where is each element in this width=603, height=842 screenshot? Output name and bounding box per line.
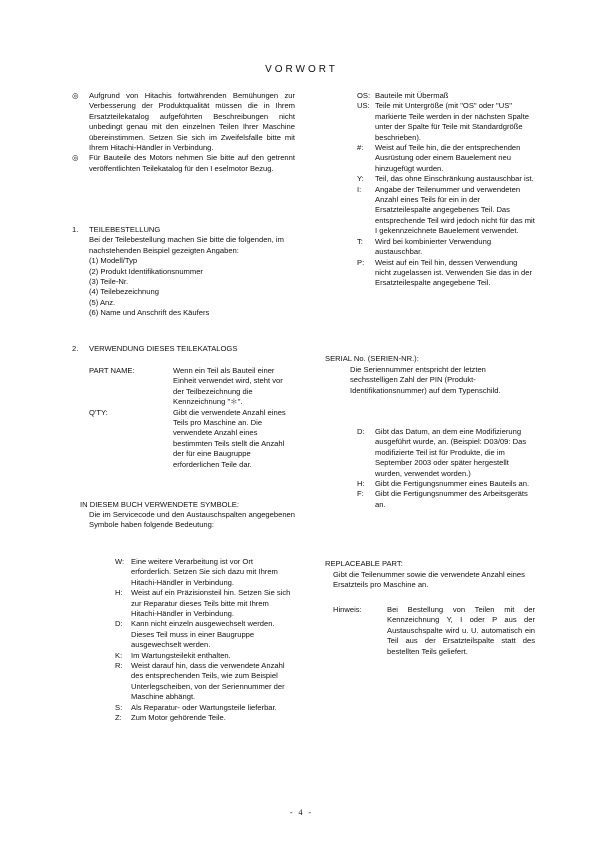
symbol-key: R: [115,661,123,671]
symbol-key: D: [115,619,123,629]
symbol-key: Z: [115,713,122,723]
bullet-icon: ◎ [72,91,79,100]
symbol-item [115,557,295,588]
replaceable-heading: REPLACEABLE PART: [325,559,403,568]
list-item: (2) Produkt Identifikationsnummer [89,266,203,276]
list-item: (3) Teile-Nr. [89,277,129,287]
page-title: VORWORT [265,64,338,75]
symbol-desc: Weist auf Teile hin, die der entsprechenden Ausrüstung oder einem Bauelement neu hinzugefügt wurden. [375,143,521,173]
symbol-item [357,174,535,184]
symbol-key: H: [115,588,123,598]
section-heading: VERWENDUNG DIESES TEILEKATALOGS [89,344,238,353]
symbol-key: US: [357,101,370,111]
symbol-item [115,661,295,703]
symbols-list [115,557,295,724]
symbols-list-continued [357,91,535,289]
symbol-desc: Weist auf ein Teil hin, dessen Verwendung nicht zugelassen ist. Verwenden Sie das in der Ersatzteilespalte angegebene Teil. [375,257,533,288]
definition-row [89,366,295,408]
intro-bullets [72,91,295,174]
serial-heading: SERIAL No. (SERIEN-NR.): [325,354,419,363]
list-item: (5) Anz. [89,297,116,307]
definition-row [89,408,295,470]
symbol-key: K: [115,650,123,660]
definition-desc: Wenn ein Teil als Bauteil einer Einheit verwendet wird, steht vor der Teilbezeichnung die Kennzeichnung "＊". [173,366,283,407]
symbol-desc: Weist auf ein Präzisionsteil hin. Setzen Sie sich zur Reparatur dieses Teils bitte mit Ihrem Hitachi-Händler in Verbindung. [131,588,291,619]
serial-item [357,479,535,489]
symbol-item [115,588,295,619]
symbol-desc: Kann nicht einzeln ausgewechselt werden. Dieses Teil muss in einer Baugruppe ausgewechselt werden. [131,619,275,650]
definition-desc: Gibt die verwendete Anzahl eines Teils pro Maschine an. Die verwendete Anzahl eines bestimmten Teils stellt die Anzahl der für eine Baugruppe erforderlichen Teile dar. [173,407,286,469]
symbol-desc: Teile mit Untergröße (mit "OS" oder "US" markierte Teile werden in der nächsten Spalte unter der Spalte für Teile mit Standardgröße beschrieben). [375,101,529,142]
list-item: (6) Name und Anschrift des Käufers [89,308,210,318]
symbol-desc: Angabe der Teilenummer und verwendeten Anzahl eines Teils für ein in der Ersatzteilespalte angegebenes Teil. Das entsprechende Teil wird jedoch nicht für das mit I gekennzeichnete Bauelement verwendet. [375,184,535,236]
symbol-key: I: [357,184,362,194]
list-item: (4) Teilebezeichnung [89,287,159,297]
definition-term: Q'TY: [89,407,108,417]
serial-desc: Gibt die Fertigungsnummer eines Bauteils an. [375,479,530,489]
intro-text: Für Bauteile des Motors nehmen Sie bitte auf den getrennt veröffentlichten Teilekatalog für den I eselmotor Bezug. [89,153,295,173]
symbol-desc: Teil, das ohne Einschränkung austauschbar ist. [375,174,534,184]
replaceable-note [333,605,535,657]
note-label: Hinweis: [333,605,362,614]
symbol-desc: Als Reparatur- oder Wartungsteile lieferbar. [131,702,277,712]
section-1 [72,225,295,319]
symbol-desc: Zum Motor gehörende Teile. [131,713,226,723]
symbol-item [115,651,295,661]
definitions [89,366,295,470]
section-number: 1. [72,225,79,234]
symbol-item [115,713,295,723]
symbols-heading: IN DIESEM BUCH VERWENDETE SYMBOLE: [80,500,239,509]
serial-key: H: [357,479,365,489]
symbol-desc: Wird bei kombinierter Verwendung austauschbar. [375,236,492,257]
symbol-item [357,91,535,101]
serial-key: D: [357,427,365,436]
definition-term: PART NAME: [89,366,135,375]
intro-item [72,153,295,174]
symbol-item [115,619,295,650]
symbol-key: W: [115,557,125,566]
symbol-key: OS: [357,91,371,100]
bullet-icon: ◎ [72,153,79,163]
symbol-item [357,143,535,174]
list-item: (1) Modell/Typ [89,256,138,266]
intro-item [72,91,295,153]
symbol-key: S: [115,702,123,712]
symbol-desc: Eine weitere Verarbeitung ist vor Ort erforderlich. Setzen Sie sich dazu mit Ihrem Hitachi-Händler in Verbindung. [131,557,278,587]
page-number: - 4 - [289,808,314,817]
serial-item [357,489,535,510]
serial-desc: Gibt das Datum, an dem eine Modifizierung ausgeführt wurde, an. (Beispiel: D03/09: Das modifizierte Teil ist für Produkte, die im September 2003 oder später hergestellt wurden, verwendet worden.) [375,427,527,478]
symbol-item [115,703,295,713]
serial-key: F: [357,489,364,499]
symbol-item [357,101,535,143]
symbol-key: P: [357,257,365,267]
serial-list [357,427,535,510]
serial-desc: Gibt die Fertigungsnummer des Arbeitsgeräts an. [375,489,528,509]
section-heading: TEILEBESTELLUNG [89,225,161,234]
symbol-key: Y: [357,174,364,184]
symbol-desc: Im Wartungsteilekit enthalten. [131,650,231,660]
symbol-item [357,237,535,258]
intro-text: Aufgrund von Hitachis fortwährenden Bemühungen zur Verbesserung der Produktqualität müssen die in Ihrem Ersatzteilekatalog aufgeführten Beschreibungen nicht unbedingt genau mit den einzelnen Teilen Ihrer Maschine übereinstimmen. Setzen Sie sich im Zweifelsfalle bitte mit Ihrem Hitachi-Händler in Verbindung. [89,91,295,153]
note-text: Bei Bestellung von Teilen mit der Kennzeichnung Y, I oder P aus der Austauschspalte wird u. U. automatisch ein Teil aus der Ersatzteilspalte statt des bestellten Teils geliefert. [387,605,535,656]
symbol-key: #: [357,143,364,153]
symbol-desc: Weist darauf hin, dass die verwendete Anzahl des entsprechenden Teils, wie zum Beispiel Unterlegscheiben, von der Seriennummer der Maschine abhängt. [131,661,285,702]
replaceable-text: Gibt die Teilenummer sowie die verwendete Anzahl eines Ersatzteils pro Maschine an. [333,570,525,590]
symbol-key: T: [357,236,363,246]
serial-text: Die Seriennummer entspricht der letzten sechsstelligen Zahl der PIN (Produkt-Identifikationsnummer) auf dem Typenschild. [350,365,501,395]
serial-item [357,427,535,479]
symbol-item [357,185,535,237]
section-text: Bei der Teilebestellung machen Sie bitte die folgenden, im nachstehenden Beispiel gezeigten Angaben: [89,235,284,255]
section-number: 2. [72,344,79,353]
symbol-desc: Bauteile mit Übermaß [375,91,449,100]
symbol-item [357,258,535,289]
section-2 [72,344,295,354]
symbols-text: Die im Servicecode und den Austauschspalten angegebenen Symbole haben folgende Bedeutung: [89,510,295,530]
